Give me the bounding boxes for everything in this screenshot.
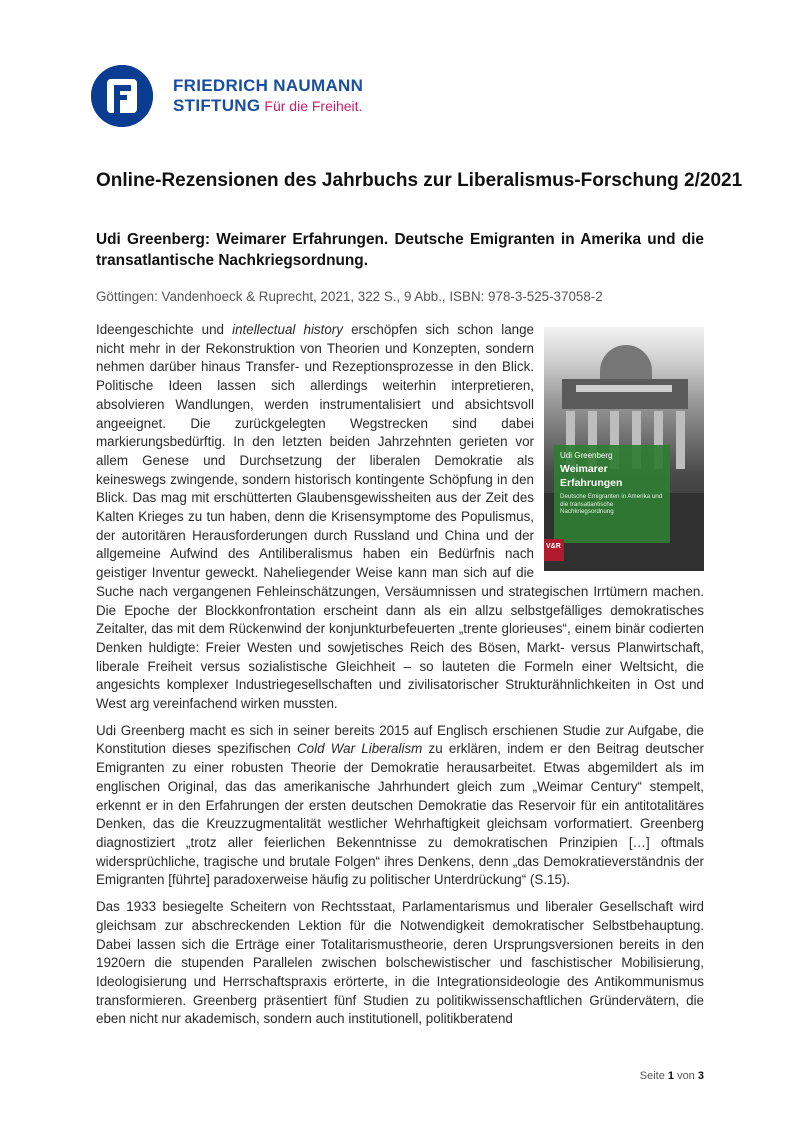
logo-emblem: [91, 65, 153, 127]
publication-info: Göttingen: Vandenhoeck & Ruprecht, 2021, 322 S., 9 Abb., ISBN: 978-3-525-37058-2: [96, 289, 603, 304]
review-body: [96, 321, 704, 1037]
page-number: Seite 1 von 3: [639, 1070, 704, 1082]
cover-title-line2: Erfahrungen: [560, 477, 623, 489]
cover-roof-shape: [562, 379, 688, 409]
publisher-mark: V&R: [546, 543, 561, 551]
book-cover-image: [544, 327, 704, 571]
paragraph-3: Das 1933 besiegelte Scheitern von Rechtsstaat, Parlamentarismus und liberaler Gesellschaft wird gleichsam zur abschreckenden Lektion für die Notwendigkeit demokratischer Selbstbehauptung. Dabei lassen sich die Erträge einer Totalitarismustheorie, deren Ursprungsversionen bereits in den 1920ern die stupenden Parallelen zwischen bolschewistischer und faschistischer Mobilisierung, Ideologisierung und Herrschaftspraxis erörterte, in die Integrationsideologie des Antikommunismus transformieren. Greenberg präsentiert fünf Studien zu politikwissenschaftlichen Gründervätern, die eben nicht nur akademisch, sondern auch institutionell, politikberatend: [96, 899, 704, 1027]
current-page: 1: [667, 1070, 674, 1082]
book-heading: Udi Greenberg: Weimarer Erfahrungen. Deutsche Emigranten in Amerika und die transatlantische Nachkriegsordnung.: [96, 231, 704, 269]
logo-wordmark: [173, 76, 363, 117]
cover-pillar: [676, 411, 685, 469]
org-name-line2: STIFTUNG: [173, 95, 261, 115]
paragraph-1: Ideengeschichte und intellectual history erschöpfen sich schon lange nicht mehr in der Rekonstruktion von Theorien und Konzepten, sondern nehmen darüber hinaus Transfer- und Rezeptionsprozesse in den Blick. Politische Ideen lassen sich allerdings weiterhin interpretieren, absolvieren Wandlungen, werden instrumentalisiert und absichtsvoll angeeignet. Die zurückgelegten Wegstrecken sind dabei markierungsbedürftig. In den letzten beiden Jahrzehnten gerieten vor allem Genese und Durchsetzung der liberalen Demokratie als keineswegs zwingende, sondern historisch kontingente Schöpfung in den Blick. Das mag mit erschütterten Glaubensgewissheiten aus der Zeit des Kalten Krieges zu tun haben, denn die Krisensymptome des Populismus, der autoritären Herausforderungen durch Russland und China und der allgemeine Aufwind des Antiliberalismus haben ein Bedürfnis nach geistiger Inventur geweckt. Naheliegender Weise kann man sich auf die Suche nach vergangenen Fehleinschätzungen, Versäumnissen und strategischen Irrtümern machen. Die Epoche der Blockkonfrontation erscheint dann als ein allzu selbstgefälliges demokratisches Zeitalter, das mit dem Rückenwind der konjunkturbefeuerten „trente glorieuses“, einem binär codierten Denken huldigte: Freier Westen und sowjetisches Reich des Bösen, Markt- versus Planwirtschaft, liberale Freiheit versus sozialistische Gleichheit – so lauteten die Formeln einer Weltsicht, die angesichts komplexer Industriegesellschaften und zivilisatorischer Strukturähnlichkeiten in Ost und West arg vereinfachend wirken mussten.: [96, 322, 704, 712]
total-pages: 3: [697, 1070, 704, 1082]
cover-subtitle: Deutsche Emigranten in Amerika und die transatlantische Nachkriegsordnung: [560, 493, 663, 515]
cover-author: Udi Greenberg: [560, 451, 613, 460]
emphasis-intellectual-history: intellectual history: [232, 322, 343, 337]
cover-title-line1: Weimarer: [560, 463, 608, 475]
document-title: Online-Rezensionen des Jahrbuchs zur Liberalismus-Forschung 2/2021: [96, 170, 743, 191]
paragraph-2: Udi Greenberg macht es sich in seiner bereits 2015 auf Englisch erschienen Studie zur Aufgabe, die Konstitution dieses spezifischen Cold War Liberalism zu erklären, indem er den Beitrag deutscher Emigranten zu einer robusten Theorie der Demokratie herausarbeitet. Etwas abgemildert als im englischen Original, das das amerikanische Jahrhundert gleich zum „Weimar Century“ stempelt, erkennt er in den Erfahrungen der ersten deutschen Demokratie das Reservoir für ein antitotalitäres Denken, das die Kreuzzugmentalität westlicher Wehrhaftigkeit gleichsam vorformatiert. Greenberg diagnostiziert „trotz aller feierlichen Bekenntnisse zu demokratischen Prinzipien […] oftmals widersprüchliche, tragische und brutale Folgen“ ihres Denkens, denn „das Demokratieverständnis der Emigranten [führte] paradoxerweise häufig zu politischer Unterdrückung“ (S.15).: [96, 722, 704, 888]
f-letter-icon: [91, 65, 153, 127]
org-name-line1: FRIEDRICH NAUMANN: [173, 75, 364, 95]
foundation-logo: [91, 65, 363, 127]
cover-inscription-shape: [576, 385, 672, 392]
emphasis-cold-war-liberalism: Cold War Liberalism: [297, 741, 423, 757]
org-slogan: Für die Freiheit.: [264, 97, 363, 114]
cover-title-text: [560, 451, 668, 516]
cover-dome-shape: [600, 345, 652, 379]
